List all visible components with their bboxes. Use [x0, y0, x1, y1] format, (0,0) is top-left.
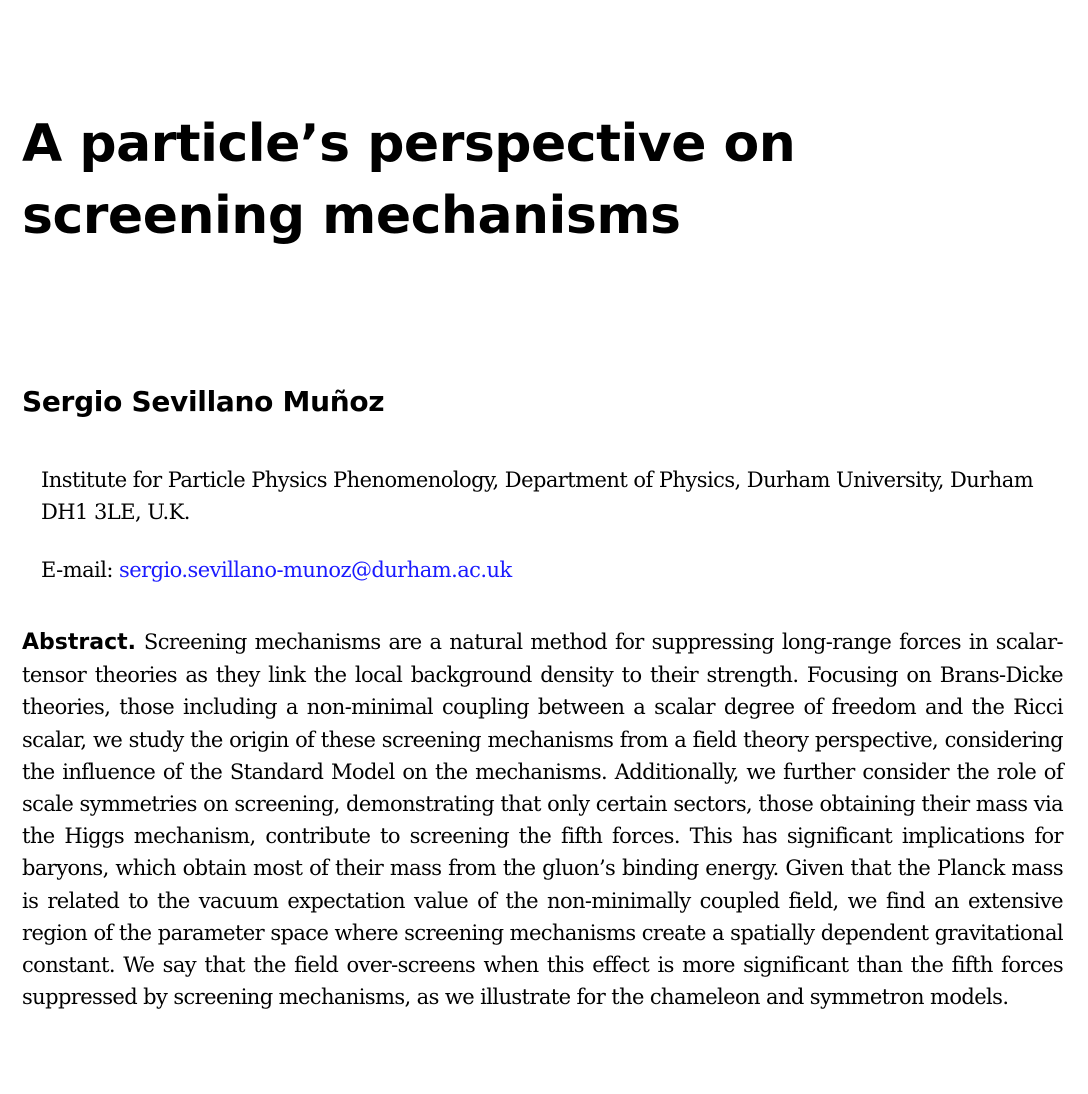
author-name: Sergio Sevillano Muñoz [22, 385, 385, 418]
abstract-text: Screening mechanisms are a natural method for suppressing long-range forces in scalar-tensor theories as they link the local background density to their strength. Focusing on Brans-Dicke theories, those including a non-minimal coupling between a scalar degree of freedom and the Ricci scalar, we study the origin of these screening mechanisms from a field theory perspective, considering the influence of the Standard Model on the mechanisms. Additionally, we further consider the role of scale symmetries on screening, demonstrating that only certain sectors, those obtaining their mass via the Higgs mechanism, contribute to screening the fifth forces. This has significant implications for baryons, which obtain most of their mass from the gluon’s binding energy. Given that the Planck mass is related to the vacuum expectation value of the non-minimally coupled field, we find an extensive region of the parameter space where screening mechanisms create a spatially dependent gravitational constant. We say that the field over-screens when this effect is more significant than the fifth forces suppressed by screening mechanisms, as we illustrate for the chameleon and symmetron models. [22, 630, 1064, 1010]
email-label: E-mail: [41, 558, 120, 582]
author-affiliation: Institute for Particle Physics Phenomenology, Department of Physics, Durham University, Durham DH1 3LE, U.K. [41, 468, 1034, 524]
paper-title: A particle’s perspective on screening mechanisms [22, 114, 796, 246]
abstract-label: Abstract. [22, 630, 136, 655]
email-link[interactable]: sergio.sevillano-munoz@durham.ac.uk [119, 558, 512, 582]
email-line [41, 554, 512, 586]
abstract [22, 626, 1063, 1013]
